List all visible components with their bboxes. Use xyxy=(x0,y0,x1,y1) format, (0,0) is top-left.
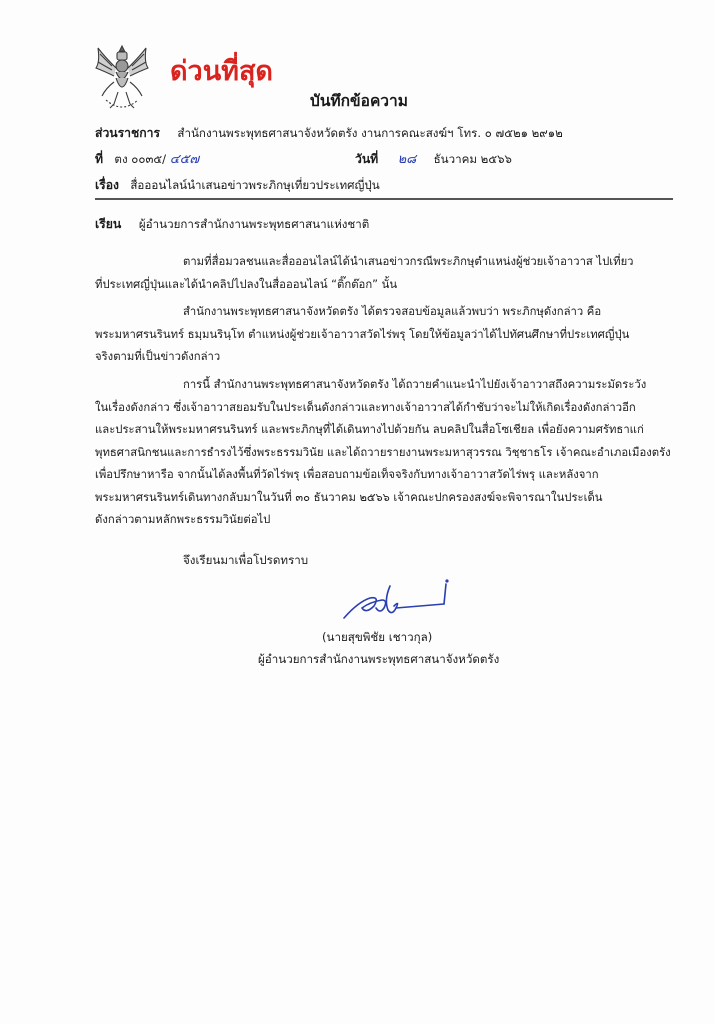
body-line: การนี้ สำนักงานพระพุทธศาสนาจังหวัดตรัง ได้ถวายคำแนะนำไปยังเจ้าอาวาสถึงความระมัดระวัง xyxy=(183,378,647,391)
date-label: วันที่ xyxy=(355,152,379,166)
body-line: ดังกล่าวตามหลักพระธรรมวินัยต่อไป xyxy=(95,513,271,526)
body-paragraph-3 xyxy=(95,374,673,532)
body-line: ตามที่สื่อมวลชนและสื่อออนไลน์ได้นำเสนอข่าวกรณีพระภิกษุตำแหน่งผู้ช่วยเจ้าอาวาส ไปเที่ยว xyxy=(183,255,634,268)
date-day: ๒๘ xyxy=(397,152,417,167)
body-line: สำนักงานพระพุทธศาสนาจังหวัดตรัง ได้ตรวจสอบข้อมูลแล้วพบว่า พระภิกษุดังกล่าว คือ xyxy=(183,305,602,318)
salutation-label: เรียน xyxy=(95,217,122,231)
body-line: ที่ประเทศญี่ปุ่นและได้นำคลิปไปลงในสื่อออนไลน์ “ติ๊กต๊อก” นั้น xyxy=(95,277,398,291)
body-line: พระมหาศรนรินทร์เดินทางกลับมาในวันที่ ๓๐ ธันวาคม ๒๕๖๖ เจ้าคณะปกครองสงฆ์จะพิจารณาในประเด็น xyxy=(95,490,603,504)
date-row xyxy=(355,150,512,169)
signer-name: (นายสุขพิชัย เชาวกุล) xyxy=(322,630,433,644)
salutation xyxy=(95,215,369,233)
department-label: ส่วนราชการ xyxy=(95,126,161,140)
body-line: ในเรื่องดังกล่าว ซึ่งเจ้าอาวาสยอมรับในประเด็นดังกล่าวและทางเจ้าอาวาสได้กำชับว่าจะไม่ให้เกิดเรื่องดังกล่าวอีก xyxy=(95,400,636,414)
department-row xyxy=(95,124,563,142)
closing-phrase: จึงเรียนมาเพื่อโปรดทราบ xyxy=(183,553,309,567)
body-line: พระมหาศรนรินทร์ ธมฺมนรินฺโท ตำแหน่งผู้ช่วยเจ้าอาวาสวัดไร่พรุ โดยให้ข้อมูลว่าได้ไปทัศนศึกษาที่ประเทศญี่ปุ่น xyxy=(95,327,630,341)
department-value: สำนักงานพระพุทธศาสนาจังหวัดตรัง งานการคณะสงฆ์ฯ โทร. ๐ ๗๕๒๑ ๒๙๑๒ xyxy=(177,126,563,140)
reference-prefix: ตง ๐๐๓๕/ xyxy=(114,152,167,166)
body-line: จริงตามที่เป็นข่าวดังกล่าว xyxy=(95,350,221,363)
body-line: และประสานให้พระมหาศรนรินทร์ และพระภิกษุที่ได้เดินทางไปด้วยกัน ลบคลิปในสื่อโซเชียล เพื่อยังความศรัทธาแก่ xyxy=(95,423,644,436)
reference-label: ที่ xyxy=(95,152,104,166)
subject-value: สื่อออนไลน์นำเสนอข่าวพระภิกษุเที่ยวประเทศญี่ปุ่น xyxy=(130,178,380,192)
garuda-emblem-icon xyxy=(92,42,152,114)
subject-row xyxy=(95,176,380,194)
date-month-year: ธันวาคม ๒๕๖๖ xyxy=(433,152,512,166)
body-paragraph-2 xyxy=(95,301,673,369)
reference-number: ๔๕๗ xyxy=(169,152,200,167)
salutation-recipient: ผู้อำนวยการสำนักงานพระพุทธศาสนาแห่งชาติ xyxy=(138,217,370,231)
header-divider xyxy=(95,198,673,200)
body-line: พุทธศาสนิกชนและการธำรงไว้ซึ่งพระธรรมวินัย และได้ถวายรายงานพระมหาสุวรรณ วิชฺชาธโร เจ้าคณะอำเภอเมืองตรัง xyxy=(95,445,671,459)
subject-label: เรื่อง xyxy=(95,178,119,192)
urgency-stamp: ด่วนที่สุด xyxy=(170,56,273,87)
signer-title: ผู้อำนวยการสำนักงานพระพุทธศาสนาจังหวัดตรัง xyxy=(258,652,500,666)
body-paragraph-1 xyxy=(95,251,673,296)
document-type-title: บันทึกข้อความ xyxy=(310,92,408,110)
signature-icon xyxy=(340,578,460,628)
body-line: เพื่อปรึกษาหารือ จากนั้นได้ลงพื้นที่วัดไร่พรุ เพื่อสอบถามข้อเท็จจริงกับทางเจ้าอาวาสวัดไร่พรุ และหลังจาก xyxy=(95,468,599,481)
